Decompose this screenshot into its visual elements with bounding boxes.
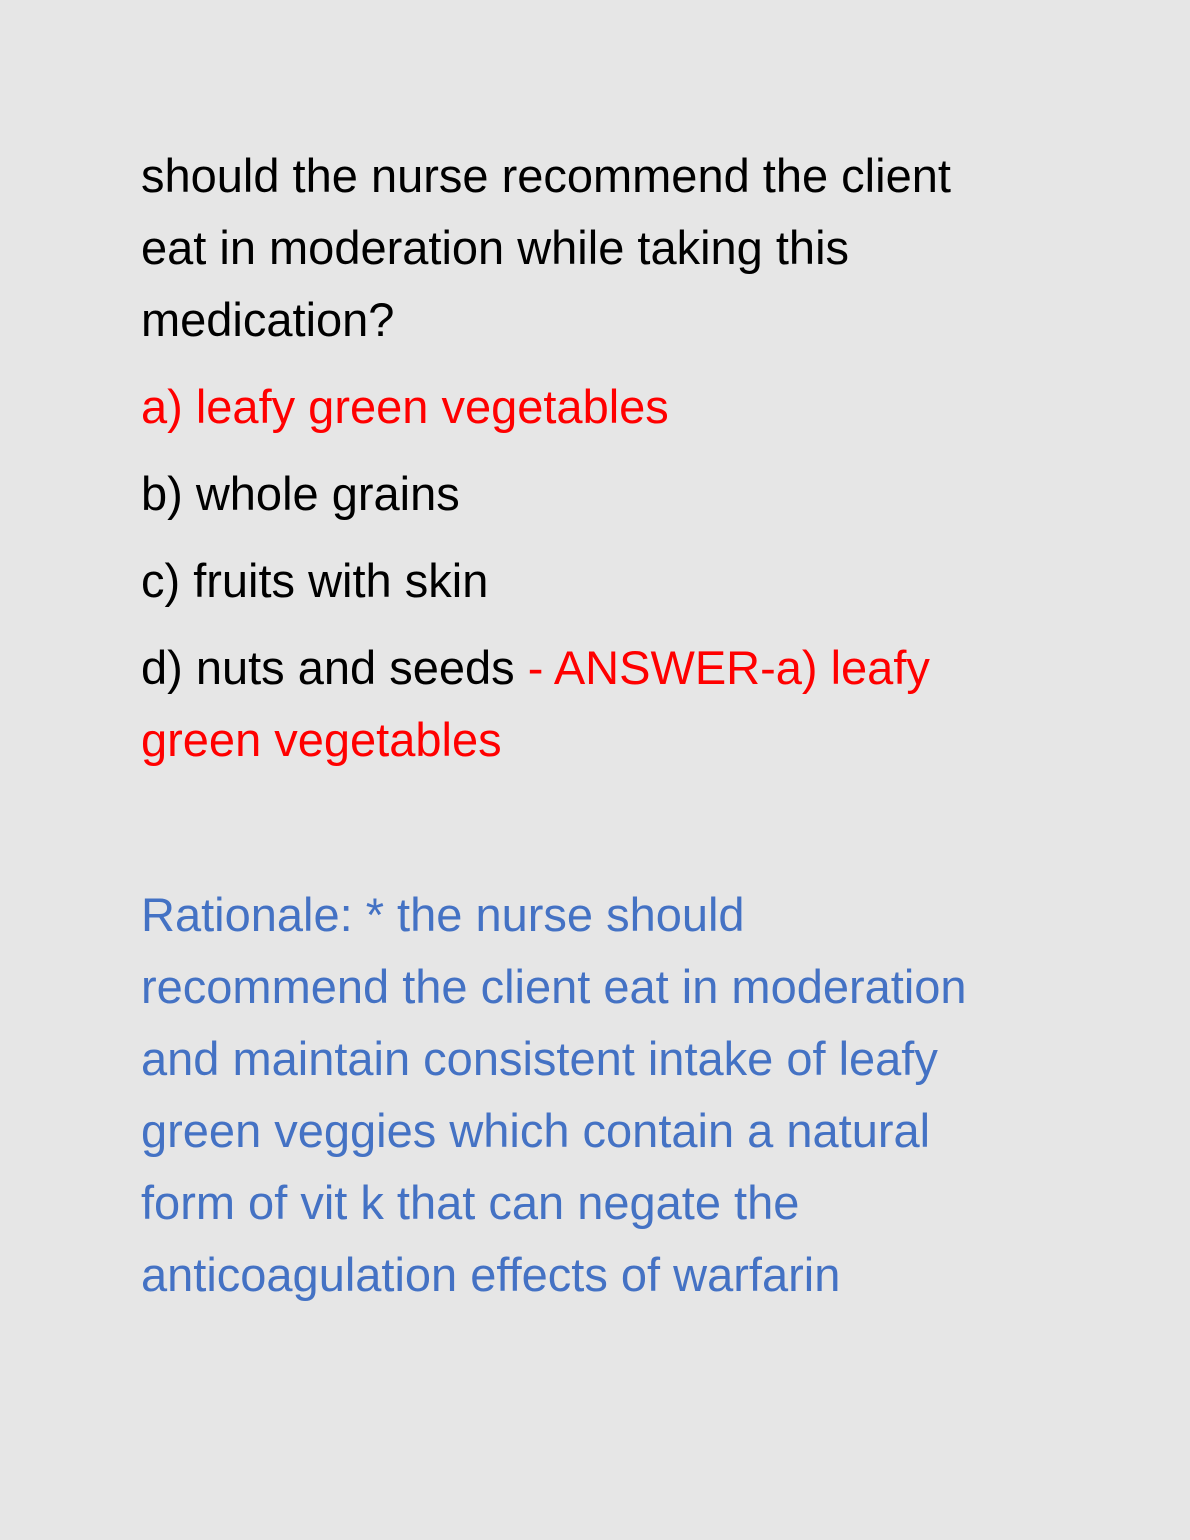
option-c: c) fruits with skin [141, 554, 489, 607]
rationale-line: recommend the client eat in moderation [141, 960, 967, 1013]
option-b: b) whole grains [141, 467, 460, 520]
option-d-with-answer [141, 632, 1050, 704]
option-d: d) nuts and seeds [141, 641, 515, 694]
rationale-line: and maintain consistent intake of leafy [141, 1032, 938, 1085]
rationale-line: green veggies which contain a natural [141, 1104, 931, 1157]
rationale-line: form of vit k that can negate the [141, 1176, 800, 1229]
rationale [141, 879, 1050, 1311]
answer-text-continued: green vegetables [141, 713, 502, 766]
question-text [141, 140, 1050, 356]
answer-text: - ANSWER-a) leafy [514, 641, 930, 694]
question-line: medication? [141, 293, 395, 346]
rationale-line: Rationale: * the nurse should [141, 888, 745, 941]
question-line: eat in moderation while taking this [141, 221, 850, 274]
rationale-line: anticoagulation effects of warfarin [141, 1248, 841, 1301]
question-line: should the nurse recommend the client [141, 149, 951, 202]
option-a-correct: a) leafy green vegetables [141, 380, 669, 433]
